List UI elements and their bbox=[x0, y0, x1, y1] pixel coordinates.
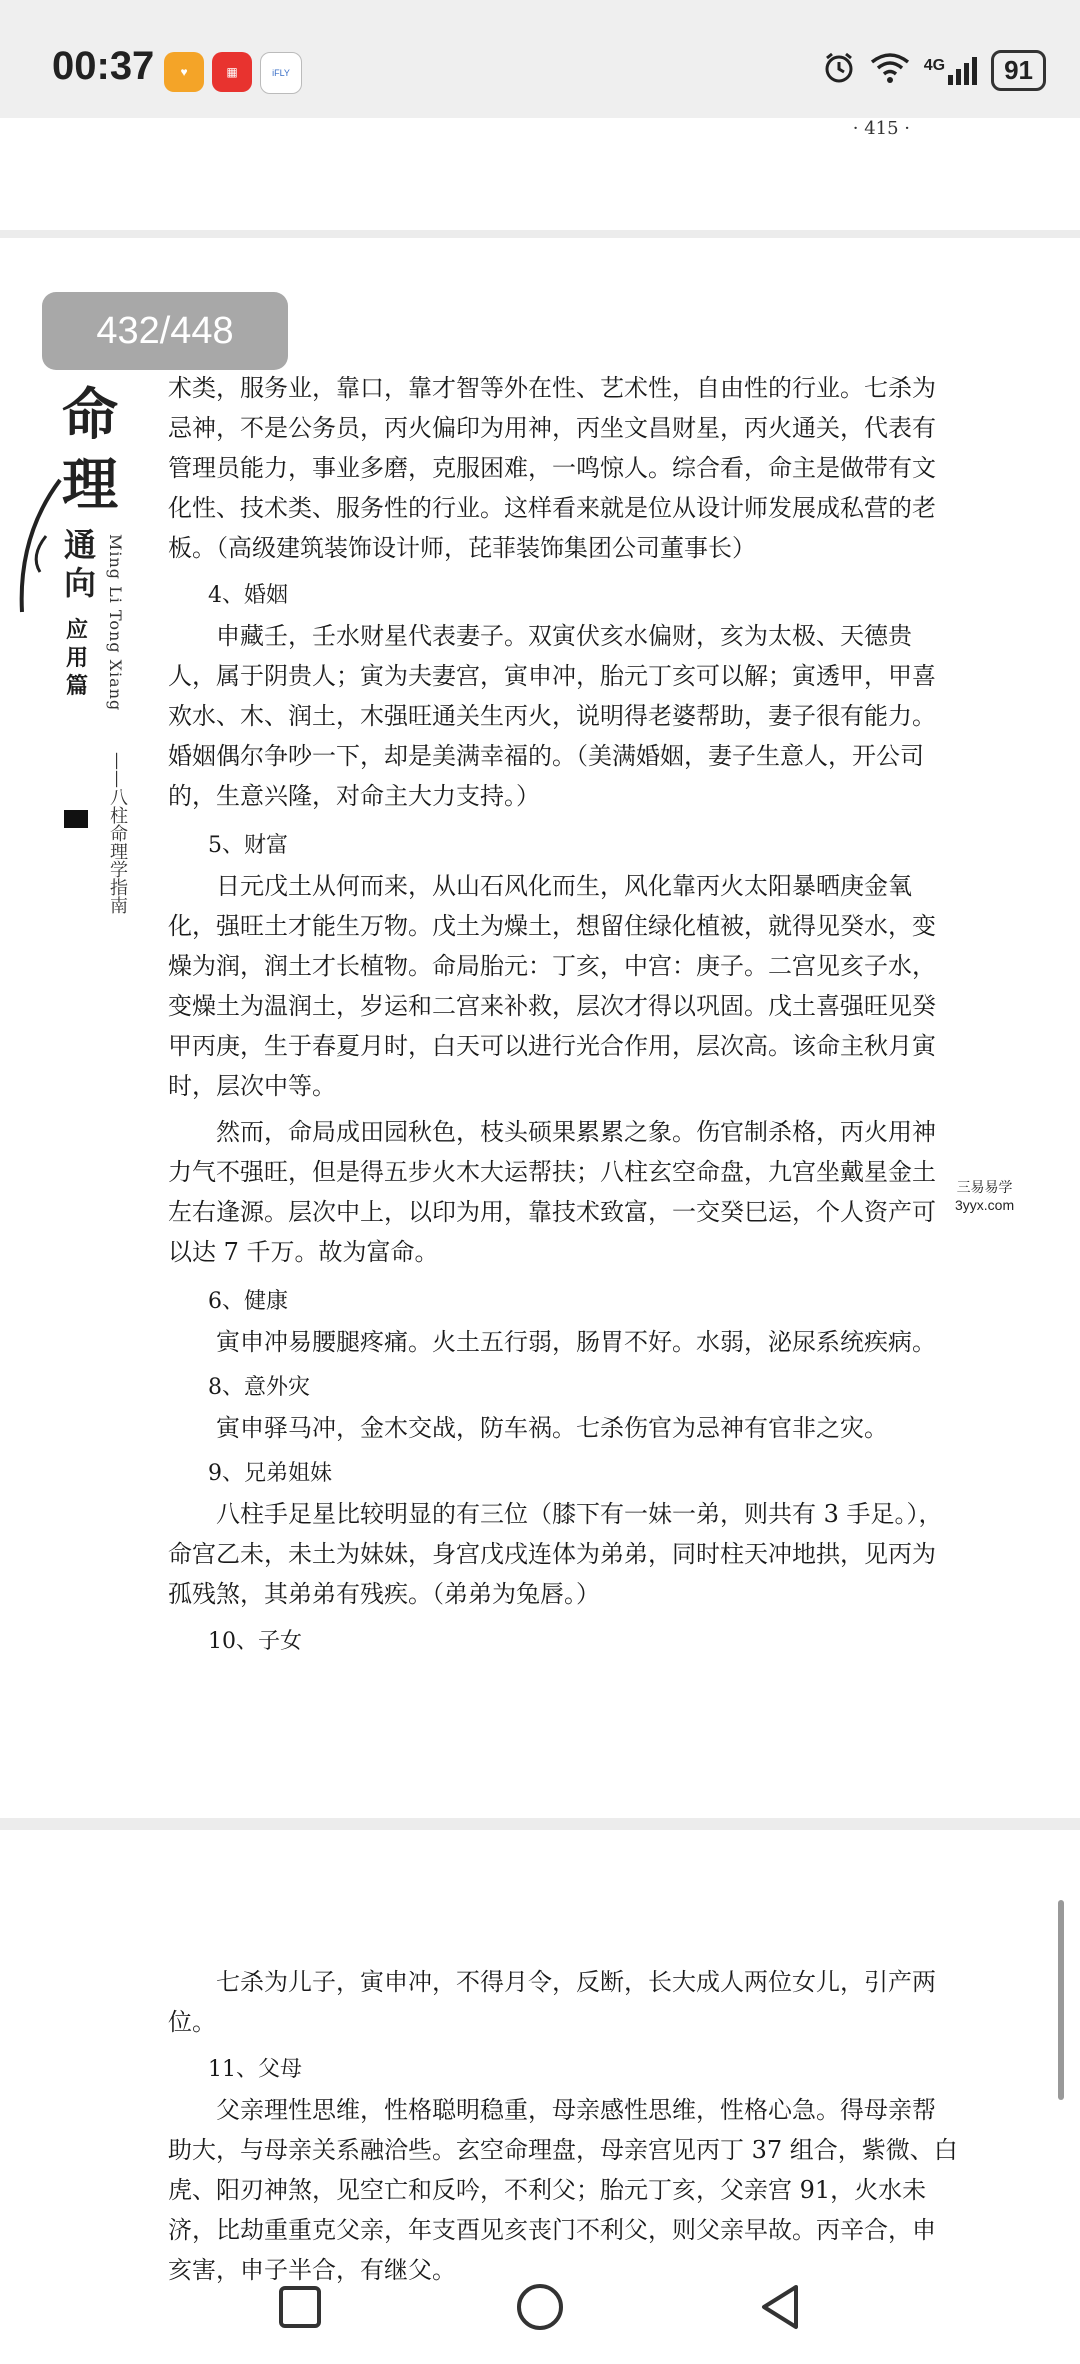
shopping-app-icon: ▦ bbox=[212, 52, 252, 92]
heart-app-icon: ♥ bbox=[164, 52, 204, 92]
page-counter: 432/448 bbox=[42, 292, 288, 370]
scrollbar[interactable] bbox=[1058, 1900, 1064, 2100]
section-heading: 4、婚姻 bbox=[208, 583, 288, 608]
side-subtitle: ——八柱命理学指南 bbox=[107, 752, 128, 914]
alarm-icon bbox=[822, 51, 856, 90]
section-heading: 10、子女 bbox=[208, 1629, 302, 1654]
page-416[interactable] bbox=[0, 238, 1080, 1818]
triangle-back-icon bbox=[758, 2283, 802, 2331]
back-button[interactable] bbox=[755, 2282, 805, 2332]
page-415-fragment bbox=[0, 118, 1080, 230]
circle-icon bbox=[515, 2282, 565, 2332]
paragraph: 术类，服务业，靠口，靠才智等外在性、艺术性，自由性的行业。七杀为忌神，不是公务员，丙火偏印为用神，丙坐文昌财星，丙火通关，代表有管理员能力，事业多磨，克服困难，一鸣惊人。综合看，命主是做带有文化性、技术类、服务性的行业。这样看来就是位从设计师发展成私营的老板。（高级建筑装饰设计师，芘菲装饰集团公司董事长） bbox=[168, 374, 936, 562]
section-heading: 9、兄弟姐妹 bbox=[208, 1461, 332, 1486]
status-right bbox=[822, 50, 1046, 91]
signal-icon bbox=[924, 57, 977, 85]
paragraph: 八柱手足星比较明显的有三位（膝下有一妹一弟，则共有 3 手足。），命宫乙未，未土为妹妹，身宫戊戌连体为弟弟，同时柱天冲地拱，见丙为孤残煞，其弟弟有残疾。（弟弟为兔唇。） bbox=[168, 1500, 943, 1608]
section-heading: 6、健康 bbox=[208, 1289, 288, 1314]
section-heading: 8、意外灾 bbox=[208, 1375, 310, 1400]
network-label: 4G bbox=[923, 56, 946, 74]
watermark-line: 三易易学 bbox=[956, 1179, 1013, 1195]
side-marker bbox=[64, 810, 88, 828]
paragraph: 七杀为儿子，寅申冲，不得月令，反断，长大成人两位女儿，引产两位。 bbox=[168, 1968, 936, 2036]
paragraph: 寅申冲易腰腿疼痛。火土五行弱，肠胃不好。水弱，泌尿系统疾病。 bbox=[216, 1328, 936, 1356]
side-title-char: 命 bbox=[62, 382, 118, 448]
section-heading: 5、财富 bbox=[208, 833, 288, 858]
decorative-brush-curve bbox=[16, 476, 66, 616]
battery-indicator: 91 bbox=[991, 50, 1046, 91]
watermark bbox=[955, 1178, 1014, 1214]
paragraph: 然而，命局成田园秋色，枝头硕果累累之象。伤官制杀格，丙火用神力气不强旺，但是得五步火木大运帮扶；八柱玄空命盘，九宫坐戴星金土左右逢源。层次中上，以印为用，靠技术致富，一交癸巳运，个人资产可以达 7 千万。故为富命。 bbox=[168, 1118, 936, 1266]
ifly-app-icon: iFLY bbox=[260, 52, 302, 94]
bottom-text bbox=[168, 1962, 958, 2290]
side-title-char: 通 bbox=[64, 526, 97, 564]
recent-apps-button[interactable] bbox=[275, 2282, 325, 2332]
page-number-top: · 415 · bbox=[852, 118, 910, 139]
status-bar bbox=[0, 0, 1080, 118]
watermark-line: 3yyx.com bbox=[955, 1197, 1015, 1213]
main-text bbox=[168, 368, 958, 1662]
side-title-char: 篇 bbox=[66, 673, 89, 699]
side-title-char: 理 bbox=[62, 452, 118, 518]
home-button[interactable] bbox=[515, 2282, 565, 2332]
paragraph: 申藏壬，壬水财星代表妻子。双寅伏亥水偏财，亥为太极、天德贵人，属于阴贵人；寅为夫妻宫，寅申冲，胎元丁亥可以解；寅透甲，甲喜欢水、木、润土，木强旺通关生丙火，说明得老婆帮助，妻子很有能力。婚姻偶尔争吵一下，却是美满幸福的。（美满婚姻，妻子生意人，开公司的，生意兴隆，对命主大力支持。） bbox=[168, 622, 936, 810]
wifi-icon bbox=[870, 52, 910, 89]
side-title-char: 向 bbox=[64, 564, 97, 602]
side-title-char: 应 bbox=[66, 617, 89, 643]
section-heading: 11、父母 bbox=[208, 2057, 302, 2082]
square-icon bbox=[278, 2285, 322, 2329]
clock: 00:37 bbox=[52, 44, 155, 88]
paragraph: 父亲理性思维，性格聪明稳重，母亲感性思维，性格心急。得母亲帮助大，与母亲关系融洽些。玄空命理盘，母亲宫见丙丁 37 组合，紫微、白虎、阳刃神煞，见空亡和反吟，不利父；胎元丁亥，父亲宫 91，火水未济，比劫重重克父亲，年支酉见亥丧门不利父，则父亲早故。丙辛合，申亥害，申子半合，有继父。 bbox=[168, 2096, 958, 2284]
paragraph: 寅申驿马冲，金木交战，防车祸。七杀伤官为忌神有官非之灾。 bbox=[216, 1414, 888, 1442]
side-title-latin: Ming Li Tong Xiang bbox=[106, 534, 125, 712]
paragraph: 日元戊土从何而来，从山石风化而生，风化靠丙火太阳暴晒庚金氧化，强旺土才能生万物。戊土为燥土，想留住绿化植被，就得见癸水，变燥为润，润土才长植物。命局胎元：丁亥，中宫：庚子。二宫见亥子水，变燥土为温润土，岁运和二宫来补救，层次才得以巩固。戊土喜强旺见癸甲丙庚，生于春夏月时，白天可以进行光合作用，层次高。该命主秋月寅时，层次中等。 bbox=[168, 872, 936, 1100]
side-title-char: 用 bbox=[66, 645, 89, 671]
navigation-bar bbox=[0, 2250, 1080, 2364]
